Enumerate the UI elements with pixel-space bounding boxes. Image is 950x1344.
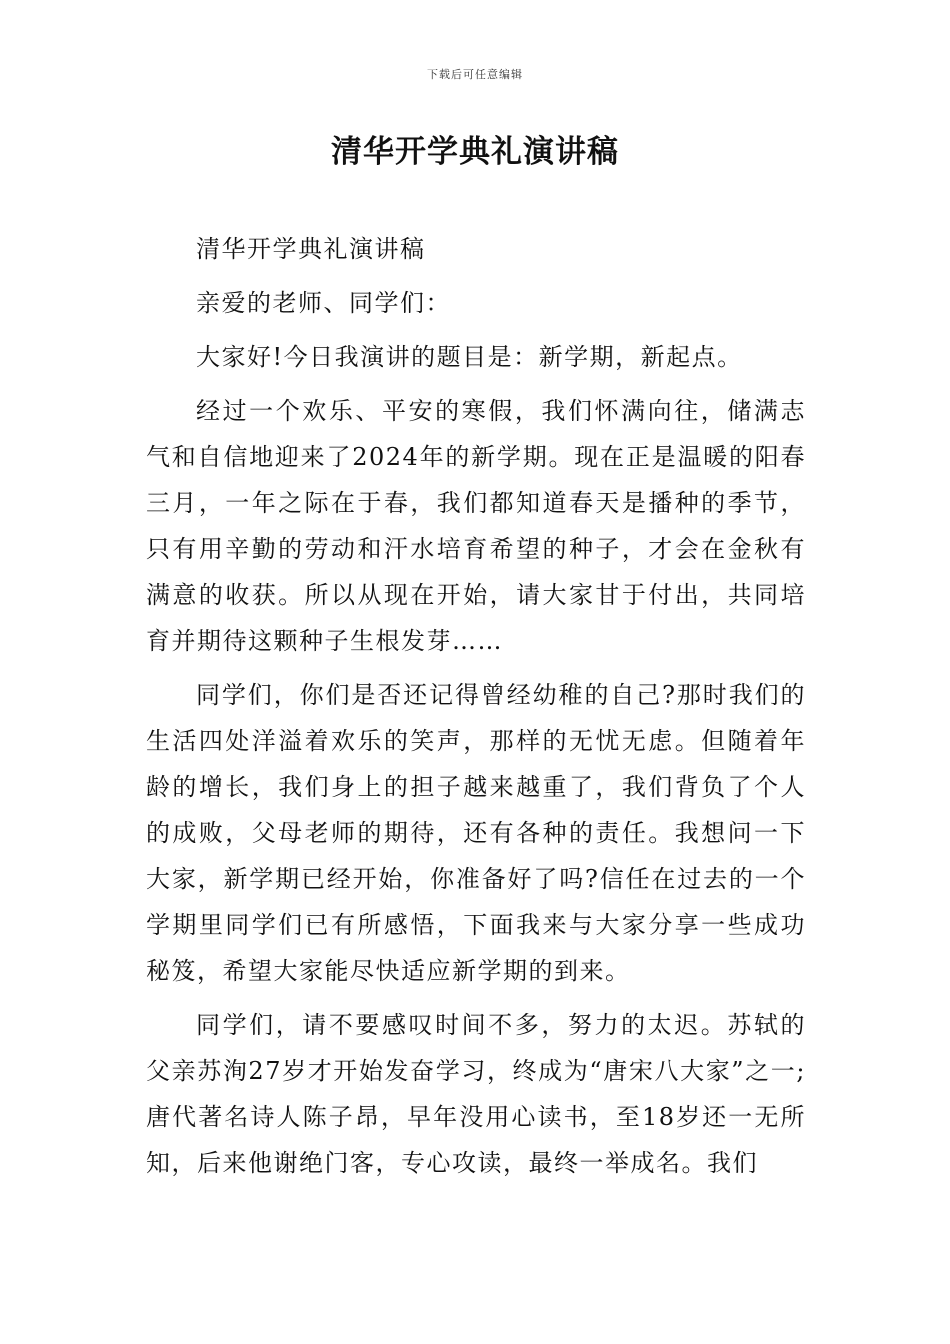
paragraph-body-2: 同学们，你们是否还记得曾经幼稚的自己?那时我们的生活四处洋溢着欢乐的笑声，那样的无忧无虑。但随着年龄的增长，我们身上的担子越来越重了，我们背负了个人的成败，父母老师的期待，还有各种的责任。我想问一下大家，新学期已经开始，你准备好了吗?信任在过去的一个学期里同学们已有所感悟，下面我来与大家分享一些成功秘笈，希望大家能尽快适应新学期的到来。 — [146, 681, 806, 985]
paragraph-salutation: 亲爱的老师、同学们： — [196, 289, 451, 317]
header-note: 下载后可任意编辑 — [427, 68, 523, 81]
paragraph-body-3: 同学们，请不要感叹时间不多，努力的太迟。苏轼的父亲苏洵27岁才开始发奋学习，终成为“唐宋八大家”之一;唐代著名诗人陈子昂，早年没用心读书，至18岁还一无所知，后来他谢绝门客，专心攻读，最终一举成名。我们 — [146, 1011, 806, 1177]
paragraph-greeting: 大家好!今日我演讲的题目是：新学期，新起点。 — [196, 343, 743, 371]
document-body — [146, 226, 806, 1194]
document-title: 清华开学典礼演讲稿 — [331, 134, 619, 170]
paragraph-body-1: 经过一个欢乐、平安的寒假，我们怀满向往，储满志气和自信地迎来了2024年的新学期。现在正是温暖的阳春三月，一年之际在于春，我们都知道春天是播种的季节，只有用辛勤的劳动和汗水培育希望的种子，才会在金秋有满意的收获。所以从现在开始，请大家甘于付出，共同培育并期待这颗种子生根发芽…… — [146, 397, 806, 655]
paragraph-subtitle: 清华开学典礼演讲稿 — [196, 235, 426, 263]
